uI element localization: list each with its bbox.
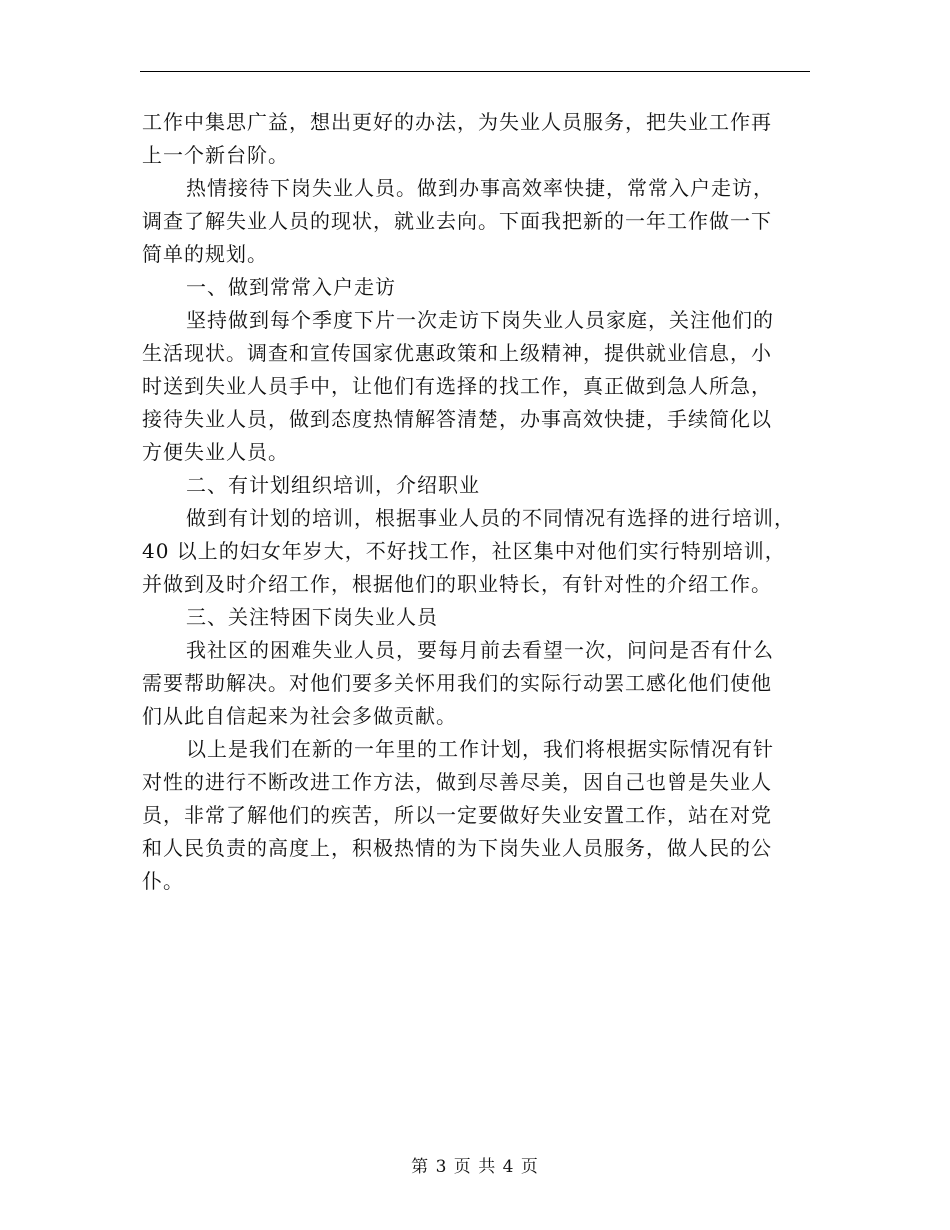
text-line: 生活现状。调查和宣传国家优惠政策和上级精神，提供就业信息，小 xyxy=(142,341,772,365)
text-line: 接待失业人员，做到态度热情解答清楚，办事高效快捷，手续简化以 xyxy=(142,407,772,431)
text-line: 以上是我们在新的一年里的工作计划，我们将根据实际情况有针 xyxy=(186,737,774,761)
text-line: 调查了解失业人员的现状，就业去向。下面我把新的一年工作做一下 xyxy=(142,209,772,233)
text-line: 们从此自信起来为社会多做贡献。 xyxy=(142,704,457,728)
text-line: 工作中集思广益，想出更好的办法，为失业人员服务，把失业工作再 xyxy=(142,110,772,134)
text-line: 一、做到常常入户走访 xyxy=(186,275,396,299)
text-line: 40 以上的妇女年岁大，不好找工作，社区集中对他们实行特别培训， xyxy=(142,539,786,563)
text-line: 对性的进行不断改进工作方法，做到尽善尽美，因自己也曾是失业人 xyxy=(142,770,772,794)
text-line: 并做到及时介绍工作，根据他们的职业特长，有针对性的介绍工作。 xyxy=(142,572,772,596)
document-body xyxy=(142,106,810,898)
text-line: 坚持做到每个季度下片一次走访下岗失业人员家庭，关注他们的 xyxy=(186,308,774,332)
text-line: 二、有计划组织培训，介绍职业 xyxy=(186,473,480,497)
text-line: 简单的规划。 xyxy=(142,242,268,266)
header-rule xyxy=(140,71,810,72)
page-number: 第 3 页 共 4 页 xyxy=(411,1157,539,1177)
text-line: 员，非常了解他们的疾苦，所以一定要做好失业安置工作，站在对党 xyxy=(142,803,772,827)
text-line: 上一个新台阶。 xyxy=(142,143,289,167)
text-line: 我社区的困难失业人员，要每月前去看望一次，问问是否有什么 xyxy=(186,638,774,662)
text-line: 仆。 xyxy=(142,869,184,893)
text-line: 时送到失业人员手中，让他们有选择的找工作，真正做到急人所急， xyxy=(142,374,772,398)
text-line: 三、关注特困下岗失业人员 xyxy=(186,605,438,629)
text-line: 和人民负责的高度上，积极热情的为下岗失业人员服务，做人民的公 xyxy=(142,836,772,860)
text-line: 方便失业人员。 xyxy=(142,440,289,464)
text-line: 需要帮助解决。对他们要多关怀用我们的实际行动罢工感化他们使他 xyxy=(142,671,772,695)
text-line: 做到有计划的培训，根据事业人员的不同情况有选择的进行培训， xyxy=(186,506,795,530)
text-line: 热情接待下岗失业人员。做到办事高效率快捷，常常入户走访， xyxy=(186,176,774,200)
